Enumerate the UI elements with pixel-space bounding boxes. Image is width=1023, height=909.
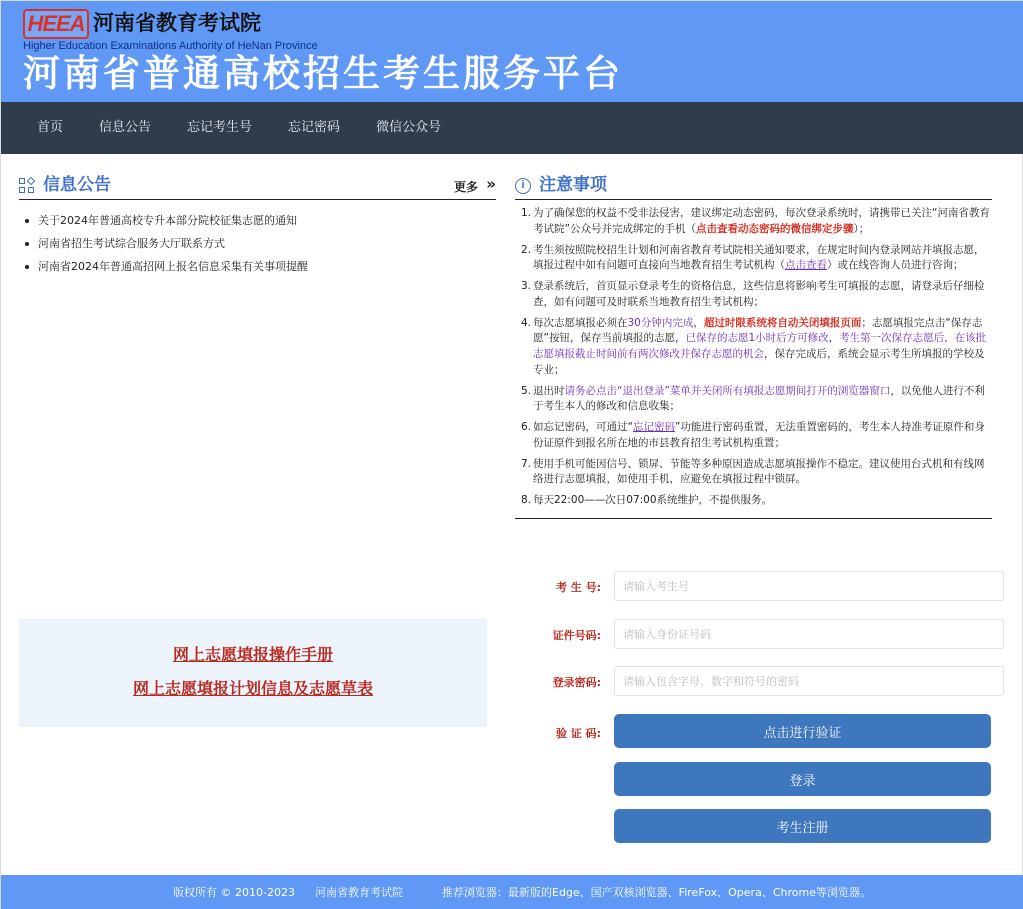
footer-org: 河南省教育考试院 [315, 886, 403, 899]
manual-box [19, 619, 487, 727]
note-item: 5. 退出时请务必点击“退出登录”菜单并关闭所有填报志愿期间打开的浏览器窗口，以免他人进行不利于考生本人的修改和信息收集； [521, 384, 985, 413]
password-input[interactable] [614, 666, 1004, 696]
announcements-list [19, 200, 496, 278]
notes-list [515, 200, 992, 519]
view-agencies-link[interactable]: 点击查看 [785, 259, 827, 272]
id-number-input[interactable] [614, 619, 1004, 649]
plan-info-link[interactable]: 网上志愿填报计划信息及志愿草表 [132, 679, 373, 698]
nav-forgot-password[interactable]: 忘记密码 [288, 120, 341, 135]
note-item: 1. 为了确保您的权益不受非法侵害，建议绑定动态密码，每次登录系统时，请携带已关注“河南省教育考试院”公众号并完成绑定的手机（点击查看动态密码的微信绑定步骤）； [521, 207, 990, 235]
browser-recommendation: 推荐浏览器：最新版的Edge、国产双核浏览器、FireFox、Opera、Chrome等浏览器。 [442, 886, 871, 899]
captcha-label: 验 证 码: [555, 727, 601, 740]
manual-link[interactable]: 网上志愿填报操作手册 [172, 645, 333, 664]
nav-announcements[interactable]: 信息公告 [99, 120, 152, 135]
password-label: 登录密码: [552, 676, 601, 689]
site-header [1, 1, 1023, 102]
org-name-en: Higher Education Examinations Authority of HeNan Province [23, 40, 318, 52]
org-name: 河南省教育考试院 [93, 11, 261, 35]
heea-logo-icon: HEEA [23, 9, 89, 39]
announcements-title: 信息公告 [43, 175, 111, 195]
id-number-label: 证件号码: [552, 629, 601, 642]
exam-number-input[interactable] [614, 571, 1004, 601]
notes-panel [515, 173, 992, 519]
login-button[interactable]: 登录 [614, 762, 991, 796]
more-link[interactable]: 更多 [453, 180, 478, 194]
announcements-header [19, 173, 496, 200]
list-item[interactable]: 河南省招生考试综合服务大厅联系方式 [23, 232, 496, 255]
register-button[interactable]: 考生注册 [614, 809, 991, 843]
list-item[interactable]: 关于2024年普通高校专升本部分院校征集志愿的通知 [23, 209, 496, 232]
password-row [541, 666, 1006, 696]
forgot-password-link[interactable]: 忘记密码 [632, 421, 675, 434]
exam-number-label: 考 生 号: [555, 581, 601, 594]
list-item[interactable]: 河南省2024年普通高招网上报名信息采集有关事项提醒 [23, 255, 496, 278]
nav-forgot-exam-number[interactable]: 忘记考生号 [187, 120, 253, 135]
copyright-text: 版权所有 © 2010-2023 [173, 886, 295, 899]
announcements-panel [19, 173, 496, 278]
nav-wechat[interactable]: 微信公众号 [376, 120, 442, 135]
nav-home[interactable]: 首页 [37, 120, 64, 135]
wechat-binding-steps-link[interactable]: 点击查看动态密码的微信绑定步骤 [695, 222, 854, 235]
note-item: 2. 考生须按照院校招生计划和河南省教育考试院相关通知要求，在规定时间内登录网站并填报志愿，填报过程中如有问题可直接向当地教育招生考试机构（点击查看）或在线咨询人员进行咨询； [521, 243, 985, 272]
info-icon: i [515, 178, 531, 194]
main-nav [1, 102, 1023, 154]
note-item: 3. 登录系统后，首页显示登录考生的资格信息，这些信息将影响考生可填报的志愿，请登录后仔细检查，如有问题可及时联系当地教育招生考试机构； [521, 280, 985, 308]
double-chevron-right-icon[interactable]: » [486, 175, 496, 193]
site-footer [1, 875, 1023, 909]
grid-icon [19, 178, 35, 194]
note-item: 4. 每次志愿填报必须在30分钟内完成，超过时限系统将自动关闭填报页面；志愿填报完点击“保存志愿”按钮，保存当前填报的志愿，已保存的志愿1小时后方可修改，考生第一次保存志愿后，在该批志愿填报截止时间前有两次修改并保存志愿的机会，保存完成后，系统会显示考生所填报的学校及专业； [521, 316, 987, 376]
id-number-row [541, 619, 1006, 649]
notes-title: 注意事项 [539, 175, 607, 195]
exam-number-row [541, 571, 1006, 601]
note-item: 7. 使用手机可能因信号、锁屏、节能等多种原因造成志愿填报操作不稳定。建议使用台式机和有线网络进行志愿填报，如使用手机，应避免在填报过程中锁屏。 [521, 457, 985, 486]
verify-button[interactable]: 点击进行验证 [614, 714, 991, 748]
notes-header [515, 173, 992, 200]
note-item: 6. 如忘记密码，可通过“忘记密码”功能进行密码重置，无法重置密码的，考生本人持准考证原件和身份证原件到报名所在地的市县教育招生考试机构重置； [521, 421, 985, 449]
note-item: 8. 每天22:00——次日07:00系统维护，不提供服务。 [521, 494, 773, 507]
site-title: 河南省普通高校招生考生服务平台 [23, 52, 623, 95]
